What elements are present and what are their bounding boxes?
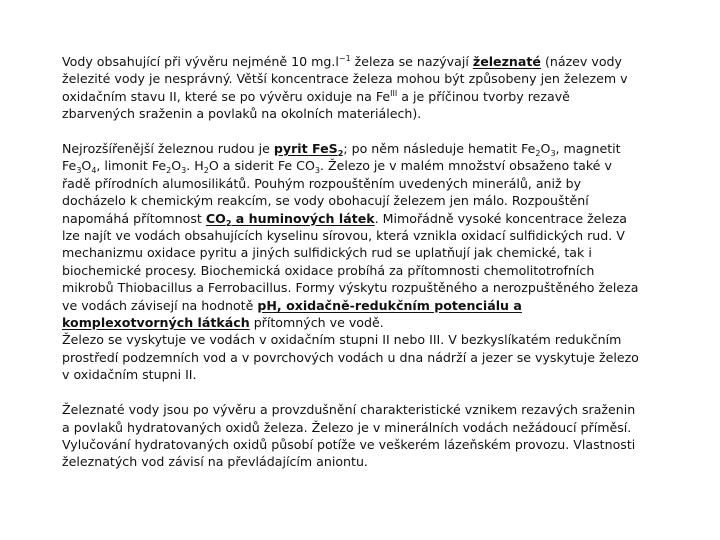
text-run: . Železo je v malém množství obsaženo také v řadě přírodních alumosilikátů. Pouhým rozpouštěním uvedených minerálů, aniž by docházelo k chemickým reakcím, se vody obohacují železem jen málo. Rozpouštění napomáhá přítomnost: [62, 158, 612, 226]
paragraph-oxidation-states: Železo se vyskytuje ve vodách v oxidačním stupni II nebo III. V bezkyslíkatém redukčním prostředí podzemních vod a v povrchových vodách u dna nádrží a jezer se vyskytuje železo v oxidačním stupni II.: [62, 332, 639, 383]
superscript: III: [390, 88, 398, 98]
term-zeleznate: železnaté: [472, 54, 541, 69]
subscript: 2: [225, 218, 232, 228]
paragraph-iron-ores: [62, 140, 642, 331]
text-run: a huminových látek: [231, 210, 375, 226]
term-ph-redox: pH, oxidačně-redukčním potenciálu a komplexotvorných látkách: [62, 297, 522, 331]
text-run: . Mimořádně vysoké koncentrace železa lze najít ve vodách obsahujících kyselinu sírovou, která vznikla oxidací sulfidických rud. V mechanizmu oxidace pyritu a jiných sulfidických rud se uplatňují jak chemické, tak i biochemické procesy. Biochemická oxidace probíhá za přítomnosti chemolitotrofních mikrobů Thiobacillus a Ferrobacillus. Formy výskytu rozpuštěného a nerozpuštěného železa ve vodách závisejí na hodnotě: [62, 210, 639, 313]
text-run: O a siderit Fe CO: [208, 158, 315, 174]
text-run: O: [171, 158, 182, 174]
text-run: Nejrozšířenější železnou rudou je: [62, 141, 274, 157]
term-co2: [206, 211, 375, 226]
text-run: (název vody železité vody je nesprávný. Větší koncentrace železa mohou být způsobeny jen železem v oxidačním stavu II, které se po vývěru oxiduje na Fe: [62, 54, 628, 104]
text-run: . H: [186, 158, 204, 174]
text-run: CO: [205, 210, 226, 226]
text-run: a je příčinou tvorby rezavě zbarvených sraženin a povlaků na okolních materiálech).: [62, 88, 570, 122]
text-run: ; po něm následuje hematit Fe: [343, 141, 536, 157]
paragraph-ferrous-waters-definition: [62, 53, 642, 123]
superscript: −1: [338, 54, 351, 63]
text-run: O: [81, 158, 92, 174]
subscript: 2: [337, 149, 344, 159]
text-run: O: [540, 141, 551, 157]
text-run: železa se nazývají: [350, 54, 473, 69]
subscript: 2: [166, 166, 172, 176]
subscript: 3: [76, 166, 82, 176]
subscript: 4: [91, 166, 97, 176]
term-pyrite: [273, 141, 344, 159]
subscript: 2: [203, 166, 209, 176]
subscript: 3: [550, 149, 556, 159]
text-run: , magnetit Fe: [62, 141, 621, 174]
text-run: přítomných ve vodě.: [249, 315, 384, 331]
text-body: [62, 53, 642, 471]
subscript: 2: [535, 149, 541, 159]
subscript: 3: [181, 166, 187, 176]
paragraph-ferrous-waters-properties: Železnaté vody jsou po vývěru a provzdušnění charakteristické vznikem rezavých sraženin a povlaků hydratovaných oxidů železa. Železo je v minerálních vodách nežádoucí příměsí. Vylučování hydratovaných oxidů působí potíže ve veškerém lázeňském provozu. Vlastnosti železnatých vod závisí na převládajícím aniontu.: [62, 402, 636, 470]
text-run: pyrit FeS: [273, 141, 338, 157]
subscript: 3: [314, 166, 320, 176]
text-run: Vody obsahující při vývěru nejméně 10 mg.l: [62, 54, 339, 69]
text-run: , limonit Fe: [96, 158, 167, 174]
